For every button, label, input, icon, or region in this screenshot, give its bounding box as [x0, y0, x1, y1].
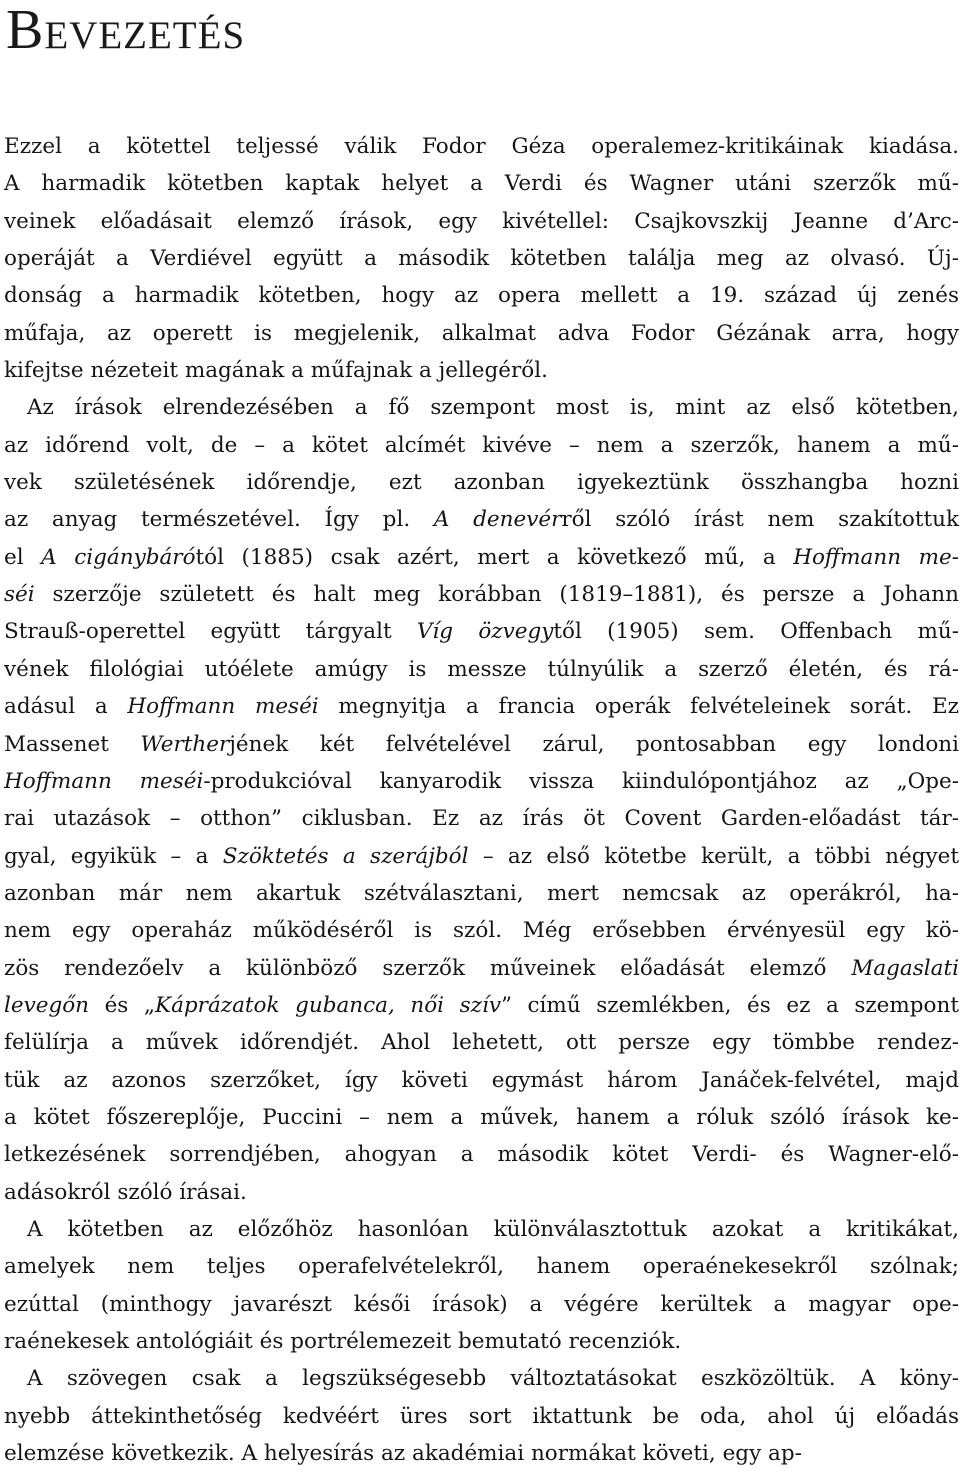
italic-title: Magaslati [851, 955, 959, 981]
text-line [4, 688, 959, 725]
text-run: vek születésének időrendje, ezt azonban igyekeztünk összhangba hozni [4, 470, 959, 496]
text-run: nem egy operaház működéséről is szól. Még erősebben érvényesül egy kö- [4, 918, 959, 944]
text-line [4, 501, 959, 538]
text-run: adásokról szóló írásai. [4, 1179, 247, 1205]
text-line [4, 128, 959, 165]
text-line [4, 987, 959, 1024]
text-run: adásul a [4, 694, 128, 720]
italic-title: Hoffmann me- [793, 544, 959, 570]
text-line [4, 1136, 959, 1173]
text-line [4, 1174, 959, 1211]
text-run: amelyek nem teljes operafelvételekről, hanem operaénekesekről szólnak; [4, 1254, 959, 1280]
text-run: tól (1885) csak azért, mert a következő mű, a [195, 544, 794, 570]
text-line [4, 1286, 959, 1323]
text-line [4, 277, 959, 314]
text-run: felülírja a művek időrendjét. Ahol lehetett, ott persze egy tömbbe rendez- [4, 1030, 959, 1056]
text-line [4, 1099, 959, 1136]
text-run: Az írások elrendezésében a fő szempont most is, mint az első kötetben, [27, 395, 959, 421]
italic-title: A cigánybáró [41, 544, 196, 570]
text-line [4, 838, 959, 875]
text-run: veinek előadásait elemző írások, egy kivétellel: Csajkovszkij Jeanne d’Arc- [4, 208, 959, 234]
italic-title: Káprázatok gubanca, női szív [155, 992, 501, 1018]
text-line [4, 1024, 959, 1061]
paragraph [4, 389, 959, 1211]
text-line [4, 1248, 959, 1285]
text-run: ” című szemlékben, és ez a szempont [500, 992, 959, 1018]
text-line [4, 651, 959, 688]
text-line [4, 576, 959, 613]
text-line [4, 240, 959, 277]
text-line [4, 1398, 959, 1435]
text-run: -produkcióval kanyarodik vissza kiindulópontjához az „Ope- [203, 768, 959, 794]
text-run: és „ [89, 992, 156, 1018]
text-line [4, 950, 959, 987]
text-run: nyebb áttekinthetőség kedvéért üres sort iktattunk be oda, ahol új előadás [4, 1403, 959, 1429]
text-run: gyal, egyikük – a [4, 843, 223, 869]
text-run: az anyag természetével. Így pl. [4, 507, 434, 533]
text-run: vének filológiai utóélete amúgy is messze túlnyúlik a szerző életén, és rá- [4, 656, 959, 682]
text-run: operáját a Verdiével együtt a második kötetben találja meg az olvasó. Új- [4, 246, 959, 272]
italic-title: Szöktetés a szerájból [222, 843, 469, 869]
text-line [4, 1062, 959, 1099]
chapter-title: Bevezetés [6, 0, 246, 61]
text-line [4, 613, 959, 650]
text-line [4, 800, 959, 837]
italic-title: A denevér [433, 507, 562, 533]
text-line [4, 203, 959, 240]
text-run: kifejtse nézeteit magának a műfajnak a jellegéről. [4, 358, 548, 384]
text-run: megnyitja a francia operák felvételeinek sorát. Ez [318, 694, 960, 720]
text-line [4, 1323, 959, 1360]
italic-title: Hoffmann meséi [4, 768, 204, 794]
text-run: donság a harmadik kötetben, hogy az opera mellett a 19. század új zenés [4, 283, 959, 309]
text-line [4, 315, 959, 352]
text-line [4, 389, 959, 426]
text-line [4, 875, 959, 912]
text-run: el [4, 544, 42, 570]
text-line [4, 464, 959, 501]
text-run: rai utazások – otthon” ciklusban. Ez az írás öt Covent Garden-előadást tár- [4, 806, 959, 832]
text-line [4, 1435, 959, 1472]
text-line [4, 1211, 959, 1248]
text-run: Massenet [4, 731, 141, 757]
text-run: raénekesek antológiáit és portrélemezeit bemutató recenziók. [4, 1329, 682, 1354]
text-line [4, 165, 959, 202]
text-run: letkezésének sorrendjében, ahogyan a második kötet Verdi- és Wagner-elő- [4, 1142, 959, 1168]
italic-title: levegőn [4, 992, 90, 1018]
text-run: tük az azonos szerzőket, így követi egymást három Janáček-felvétel, majd [4, 1067, 959, 1093]
text-run: szerzője született és halt meg korábban (1819–1881), és persze a Johann [34, 582, 959, 608]
text-run: a kötet főszereplője, Puccini – nem a művek, hanem a róluk szóló írások ke- [4, 1104, 959, 1130]
text-run: az időrend volt, de – a kötet alcímét kivéve – nem a szerzők, hanem a mű- [4, 432, 959, 458]
paragraph [4, 1360, 959, 1472]
text-line [4, 726, 959, 763]
text-line [4, 912, 959, 949]
italic-title: Werther [140, 731, 230, 757]
text-line [4, 539, 959, 576]
text-run: Ezzel a kötettel teljessé válik Fodor Géza operalemez-kritikáinak kiadása. [4, 134, 959, 159]
text-line [4, 763, 959, 800]
text-run: A kötetben az előzőhöz hasonlóan különválasztottuk azokat a kritikákat, [27, 1216, 959, 1242]
text-line [4, 427, 959, 464]
text-line [4, 352, 959, 389]
text-run: ről szóló írást nem szakítottuk [561, 507, 959, 533]
paragraph [4, 1211, 959, 1360]
text-run: ezúttal (minthogy javarészt késői írások) a végére kerültek a magyar ope- [4, 1291, 959, 1317]
paragraph [4, 128, 959, 389]
text-line [4, 1360, 959, 1397]
text-run: jének két felvételével zárul, pontosabban egy londoni [229, 731, 960, 757]
text-run: Strauß-operettel együtt tárgyalt [4, 619, 417, 645]
text-run: azonban már nem akartuk szétválasztani, mert nemcsak az operákról, ha- [4, 880, 959, 906]
text-run: A harmadik kötetben kaptak helyet a Verdi és Wagner utáni szerzők mű- [4, 171, 959, 197]
text-run: – az első kötetbe került, a többi négyet [468, 843, 959, 869]
italic-title: Víg özvegy [416, 619, 554, 645]
text-run: műfaja, az operett is megjelenik, alkalmat adva Fodor Gézának arra, hogy [4, 320, 959, 346]
text-run: A szövegen csak a legszükségesebb változtatásokat eszközöltük. A köny- [27, 1366, 959, 1392]
text-run: től (1905) sem. Offenbach mű- [553, 619, 959, 645]
text-run: elemzése következik. A helyesírás az akadémiai normákat követi, egy ap- [4, 1441, 802, 1467]
body-text [4, 128, 959, 1472]
italic-title: séi [4, 582, 35, 608]
text-run: zös rendezőelv a különböző szerzők műveinek előadását elemző [4, 955, 852, 981]
italic-title: Hoffmann meséi [127, 694, 319, 720]
